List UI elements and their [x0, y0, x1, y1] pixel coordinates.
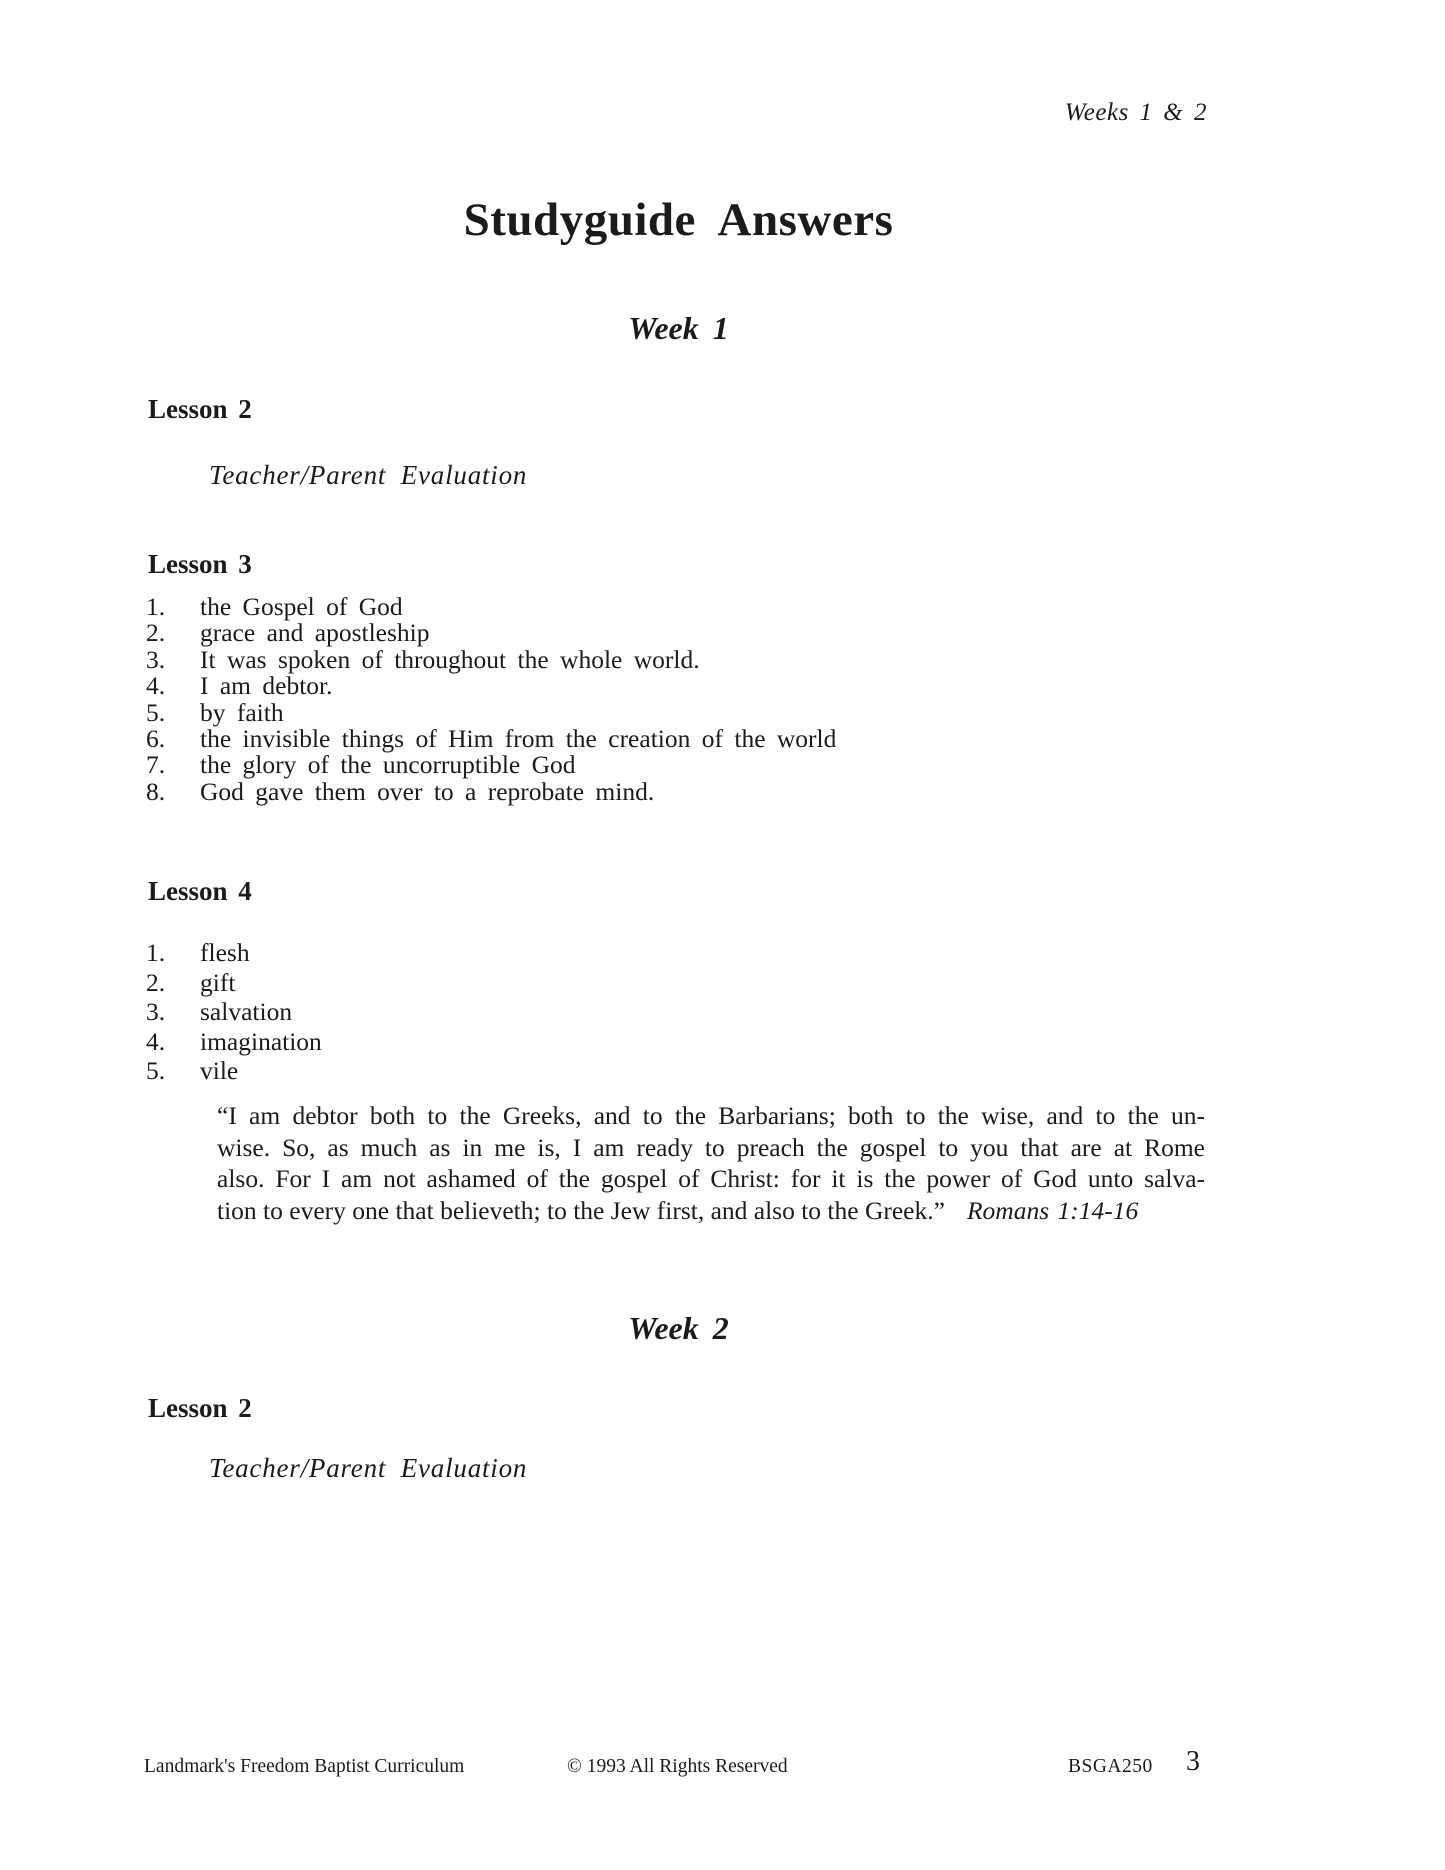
quote-last-line [217, 1195, 1205, 1227]
footer-page-number: 3 [1186, 1746, 1200, 1777]
list-item-number: 1. [146, 938, 166, 967]
page-title: Studyguide Answers [463, 194, 894, 246]
quote-line: also. For I am not ashamed of the gospel of Christ: for it is the power of God unto salva- [217, 1164, 1205, 1194]
header-weeks-label: Weeks 1 & 2 [1064, 99, 1207, 126]
list-item-text: by faith [200, 697, 284, 727]
list-item [146, 938, 1207, 968]
week2-lesson-2-heading: Lesson 2 [148, 1393, 252, 1423]
footer-product-code: BSGA250 [1068, 1756, 1153, 1777]
list-item-number: 2. [146, 967, 166, 997]
footer-copyright: © 1993 All Rights Reserved [567, 1756, 788, 1777]
list-item-number: 1. [146, 592, 166, 621]
scripture-citation: Romans 1:14-16 [966, 1195, 1139, 1225]
list-item-text: salvation [200, 997, 293, 1026]
week-1-heading: Week 1 [628, 310, 729, 346]
list-item-text: flesh [200, 938, 250, 967]
list-item-text: the invisible things of Him from the creation of the world [200, 723, 837, 753]
list-item [146, 752, 1207, 778]
footer-publisher: Landmark's Freedom Baptist Curriculum [144, 1756, 465, 1777]
list-item-text: vile [200, 1056, 239, 1085]
list-item [146, 1027, 1207, 1057]
week1-lesson-2-heading: Lesson 2 [148, 394, 252, 424]
list-item [146, 697, 1207, 727]
list-item-number: 4. [146, 1026, 166, 1056]
list-item-text: the Gospel of God [200, 592, 403, 621]
week-2-heading: Week 2 [628, 1310, 729, 1346]
week1-lesson-4-heading: Lesson 4 [148, 876, 252, 906]
list-item-number: 3. [146, 997, 166, 1026]
quote-line: “I am debtor both to the Greeks, and to the Barbarians; both to the wise, and to the un- [217, 1101, 1205, 1130]
list-item-text: imagination [200, 1026, 322, 1056]
list-item-number: 5. [146, 1056, 166, 1085]
quote-line-text: tion to every one that believeth; to the Jew first, and also to the Greek.” [217, 1195, 945, 1225]
list-item-text: gift [200, 967, 236, 997]
list-item-number: 6. [146, 723, 166, 753]
list-item-number: 7. [146, 750, 166, 780]
week1-lesson2-evaluation-text: Teacher/Parent Evaluation [209, 460, 528, 490]
list-item-text: I am debtor. [200, 671, 333, 701]
list-item-text: the glory of the uncorruptible God [200, 750, 576, 780]
list-item [146, 644, 1207, 674]
scripture-quote [217, 1100, 1205, 1226]
list-item-text: God gave them over to a reprobate mind. [200, 776, 655, 806]
list-item-number: 3. [146, 644, 166, 674]
list-item-number: 5. [146, 697, 166, 727]
list-item-number: 8. [146, 776, 166, 806]
lesson-4-answer-list [146, 938, 1207, 1086]
list-item-number: 2. [146, 618, 166, 648]
list-item-number: 4. [146, 671, 166, 701]
week2-lesson2-evaluation-text: Teacher/Parent Evaluation [209, 1453, 528, 1483]
list-item [146, 1056, 1207, 1086]
list-item [146, 997, 1207, 1027]
list-item [146, 594, 1207, 620]
week1-lesson-3-heading: Lesson 3 [148, 549, 252, 579]
list-item-text: grace and apostleship [200, 618, 430, 648]
list-item [146, 620, 1207, 646]
list-item [146, 723, 1207, 753]
list-item [146, 673, 1207, 699]
lesson-3-answer-list [146, 594, 1207, 805]
list-item [146, 968, 1207, 998]
list-item-text: It was spoken of throughout the whole world. [200, 644, 700, 674]
list-item [146, 776, 1207, 806]
quote-line: wise. So, as much as in me is, I am ready to preach the gospel to you that are at Rome [217, 1132, 1205, 1162]
